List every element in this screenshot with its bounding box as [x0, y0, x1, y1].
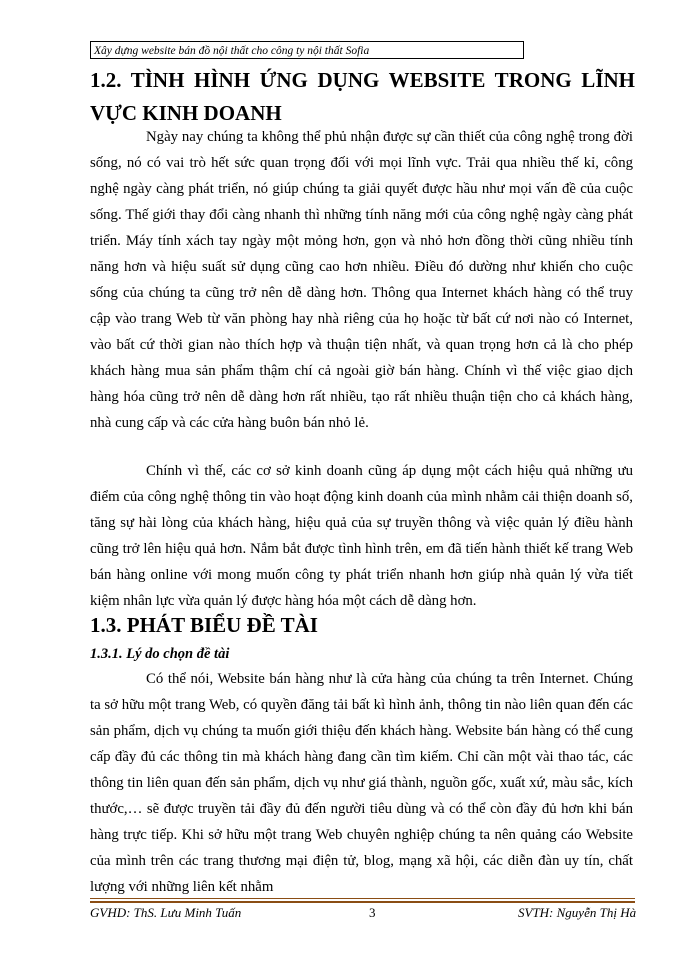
section-1-2-paragraph-1: Ngày nay chúng ta không thể phủ nhận được sự cần thiết của công nghệ trong đời sống, nó có vai trò hết sức quan trọng đối với mọi lĩnh vực. Trải qua nhiều thế kỉ, công nghệ ngày càng phát triển, nó giúp chúng ta giải quyết được hầu như mọi vấn đề của cuộc sống. Thế giới thay đổi càng nhanh thì những tính năng mới của công nghệ ngày càng phát triển. Máy tính xách tay ngày một mỏng hơn, gọn và nhỏ hơn đồng thời cũng nhiều tính năng hơn và hiệu suất sử dụng cũng cao hơn nhiều. Điều đó dường như khiến cho cuộc sống của chúng ta cũng trở nên dễ dàng hơn. Thông qua Internet khách hàng có thể truy cập vào trang Web từ văn phòng hay nhà riêng của họ hoặc từ bất cứ nơi nào có Internet, vào bất cứ thời gian nào thích hợp và thuận tiện nhất, và quan trọng hơn cả là cho phép khách hàng mua sản phẩm thậm chí cả ngoài giờ bán hàng. Chính vì thế việc giao dịch hàng hóa cũng trở nên dễ dàng hơn rất nhiều, tạo rất nhiều thuận tiện cho cả khách hàng, nhà cung cấp và các cửa hàng buôn bán nhỏ lẻ.: [90, 129, 633, 431]
section-heading-1-3: 1.3. PHÁT BIỂU ĐỀ TÀI: [90, 613, 318, 637]
footer-rule-thin: [90, 898, 635, 899]
section-heading-1-2: 1.2. TÌNH HÌNH ỨNG DỤNG WEBSITE TRONG LĨNH VỰC KINH DOANH: [90, 68, 635, 125]
subsection-1-3-1-paragraph: Có thể nói, Website bán hàng như là cửa hàng của chúng ta trên Internet. Chúng ta sở hữu một trang Web, có quyền đăng tải bất kì hình ảnh, thông tin nào liên quan đến các sản phẩm, dịch vụ chúng ta muốn giới thiệu đến khách hàng. Website bán hàng có thể cung cấp đầy đủ các thông tin mà khách hàng đang cần tìm kiếm. Chỉ cần một vài thao tác, các thông tin liên quan đến sản phẩm, dịch vụ như giá thành, nguồn gốc, xuất xứ, màu sắc, kích thước,… sẽ được truyền tải đầy đủ đến người tiêu dùng và có thể còn đầy đủ hơn khi bán hàng trực tiếp. Khi sở hữu một trang Web chuyên nghiệp chúng ta nên quảng cáo Website của mình trên các trang thương mại điện tử, blog, mạng xã hội, các diễn đàn uy tín, chất lượng với những liên kết nhằm: [90, 671, 633, 895]
running-header-box: [90, 41, 524, 59]
section-1-2-paragraph-2: Chính vì thế, các cơ sở kinh doanh cũng áp dụng một cách hiệu quả những ưu điểm của công nghệ thông tin vào hoạt động kinh doanh của mình nhằm cải thiện doanh số, tăng sự hài lòng của khách hàng, hiệu quả của sự truyền thông và việc quản lý điều hành cũng trở lên hiệu quả hơn. Nắm bắt được tình hình trên, em đã tiến hành thiết kế trang Web bán hàng online với mong muốn công ty phát triển nhanh hơn giúp nhà quản lý vừa tiết kiệm nhân lực vừa quản lý được hàng hóa một cách dễ dàng hơn.: [90, 463, 633, 609]
subsection-heading-1-3-1: 1.3.1. Lý do chọn đề tài: [90, 646, 230, 662]
footer-page-number: 3: [369, 905, 376, 920]
footer-advisor: GVHD: ThS. Lưu Minh Tuấn: [90, 905, 242, 920]
footer-student: SVTH: Nguyễn Thị Hà: [518, 905, 637, 920]
running-header-title: Xây dựng website bán đồ nội thất cho công ty nội thất Sofia: [94, 45, 370, 57]
footer-rule-thick: [90, 901, 635, 903]
